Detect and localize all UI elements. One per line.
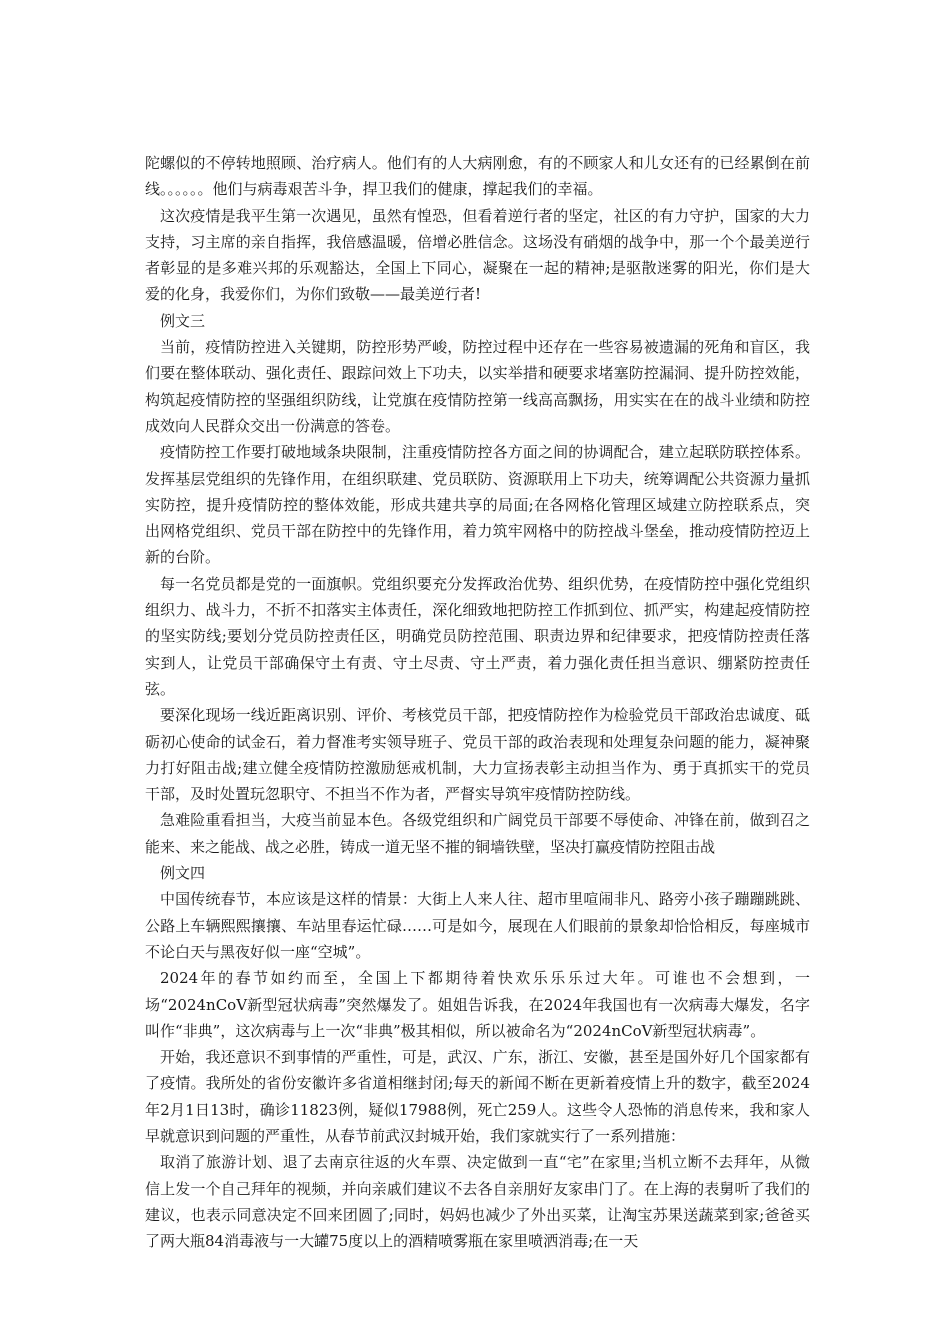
paragraph: 当前，疫情防控进入关键期，防控形势严峻，防控过程中还存在一些容易被遗漏的死角和盲区，我们要在整体联动、强化责任、跟踪问效上下功夫，以实举措和硬要求堵塞防控漏洞、提升防控效能，构筑起疫情防控的坚强组织防线，让党旗在疫情防控第一线高高飘扬，用实实在在的战斗业绩和防控成效向人民群众交出一份满意的答卷。 [145,338,810,435]
paragraph: 2024年的春节如约而至，全国上下都期待着快欢乐乐乐过大年。可谁也不会想到，一场“2024nCoV新型冠状病毒”突然爆发了。姐姐告诉我，在2024年我国也有一次病毒大爆发，名字叫作“非典”，这次病毒与上一次“非典”极其相似，所以被命名为“2024nCoV新型冠状病毒”。 [145,969,810,1040]
paragraph: 开始，我还意识不到事情的严重性，可是，武汉、广东，浙江、安徽，甚至是国外好几个国家都有了疫情。我所处的省份安徽许多省道相继封闭;每天的新闻不断在更新着疫情上升的数字，截至2024年2月1日13时，确诊11823例，疑似17988例，死亡259人。这些令人恐怖的消息传来，我和家人早就意识到问题的严重性，从春节前武汉封城开始，我们家就实行了一系列措施： [145,1048,810,1145]
paragraph: 急难险重看担当，大疫当前显本色。各级党组织和广阔党员干部要不辱使命、冲锋在前，做到召之能来、来之能战、战之必胜，铸成一道无坚不摧的铜墙铁壁，坚决打赢疫情防控阻击战 [145,811,810,856]
paragraph-continuation: 陀螺似的不停转地照顾、治疗病人。他们有的人大病刚愈，有的不顾家人和儿女还有的已经累倒在前线。。。。。。他们与病毒艰苦斗争，捍卫我们的健康，撑起我们的幸福。 [145,154,810,199]
section-heading-example-3: 例文三 [160,311,206,330]
paragraph: 这次疫情是我平生第一次遇见，虽然有惶恐，但看着逆行者的坚定，社区的有力守护，国家的大力支持，习主席的亲自指挥，我倍感温暖，倍增必胜信念。这场没有硝烟的战争中，那一个个最美逆行者彰显的是多难兴邦的乐观豁达，全国上下同心，凝聚在一起的精神;是驱散迷雾的阳光，你们是大爱的化身，我爱你们，为你们致敬——最美逆行者! [145,206,810,304]
paragraph: 要深化现场一线近距离识别、评价、考核党员干部，把疫情防控作为检验党员干部政治忠诚度、砥砺初心使命的试金石，着力督准考实领导班子、党员干部的政治表现和处理复杂问题的能力，凝神聚力打好阻击战;建立健全疫情防控激励惩戒机制，大力宣扬表彰主动担当作为、勇于真抓实干的党员干部，及时处置玩忽职守、不担当不作为者，严督实导筑牢疫情防控防线。 [145,706,810,804]
section-heading-example-4: 例文四 [160,864,206,883]
paragraph: 取消了旅游计划、退了去南京往返的火车票、决定做到一直“宅”在家里;当机立断不去拜年，从微信上发一个自己拜年的视频，并向亲戚们建议不去各自亲朋好友家串门了。在上海的表舅听了我们的建议，也表示同意决定不回来团圆了;同时，妈妈也减少了外出买菜，让淘宝苏果送蔬菜到家;爸爸买了两大瓶84消毒液与一大罐75度以上的酒精喷雾瓶在家里喷洒消毒;在一天 [145,1153,810,1251]
paragraph: 疫情防控工作要打破地域条块限制，注重疫情防控各方面之间的协调配合，建立起联防联控体系。发挥基层党组织的先锋作用，在组织联建、党员联防、资源联用上下功夫，统筹调配公共资源力量抓实防控，提升疫情防控的整体效能，形成共建共享的局面;在各网格化管理区域建立防控联系点，突出网格党组织、党员干部在防控中的先锋作用，着力筑牢网格中的防控战斗堡垒，推动疫情防控迈上新的台阶。 [145,443,810,567]
paragraph: 每一名党员都是党的一面旗帜。党组织要充分发挥政治优势、组织优势，在疫情防控中强化党组织组织力、战斗力，不折不扣落实主体责任，深化细致地把防控工作抓到位、抓严实，构建起疫情防控的坚实防线;要划分党员防控责任区，明确党员防控范围、职责边界和纪律要求，把疫情防控责任落实到人，让党员干部确保守土有责、守土尽责、守土严责，着力强化责任担当意识、绷紧防控责任弦。 [145,574,810,698]
paragraph: 中国传统春节，本应该是这样的情景：大街上人来人往、超市里喧闹非凡、路旁小孩子蹦蹦跳跳、公路上车辆熙熙攘攘、车站里春运忙碌……可是如今，展现在人们眼前的景象却恰恰相反，每座城市不论白天与黑夜好似一座“空城”。 [145,890,810,961]
document-page [145,150,810,1254]
